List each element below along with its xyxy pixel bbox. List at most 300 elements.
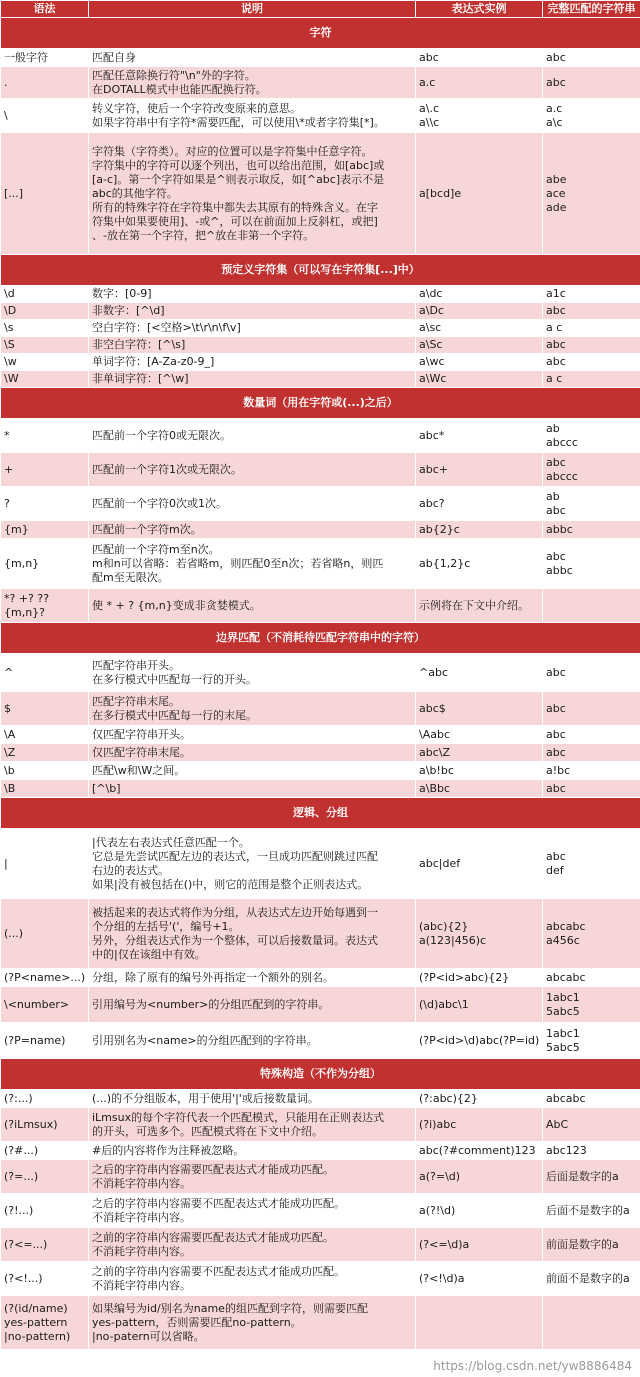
cell-line: a456c (546, 933, 580, 947)
cell-line: 1abc1 (546, 1026, 580, 1040)
cell-line: 5abc5 (546, 1040, 580, 1054)
header-full-match: 完整匹配的字符串 (543, 1, 640, 18)
cell-full-match (543, 762, 640, 780)
table-row (1, 780, 640, 798)
cell-line: abc (419, 50, 439, 64)
cell-full-match (543, 487, 640, 521)
cell-line: 匹配自身 (92, 50, 136, 64)
cell-line: abc? (419, 496, 445, 510)
cell-line: 匹配字符串开头。 (92, 658, 180, 672)
cell-description (89, 987, 416, 1023)
table-row (1, 1023, 640, 1059)
cell-line: 不消耗字符串内容。 (92, 1210, 191, 1224)
cell-line: abc (546, 304, 566, 317)
cell-line: iLmsux的每个字符代表一个匹配模式，只能用在正则表达式 (92, 1110, 385, 1124)
cell-syntax (1, 419, 89, 453)
cell-description (89, 780, 416, 798)
cell-line: [^\b] (92, 781, 121, 795)
cell-full-match (543, 1090, 640, 1108)
cell-syntax (1, 726, 89, 744)
cell-full-match (543, 539, 640, 589)
section-header (1, 18, 640, 49)
cell-syntax (1, 987, 89, 1023)
cell-example (416, 99, 543, 133)
cell-line: 不消耗字符串内容。 (92, 1278, 191, 1292)
section-title: 边界匹配（不消耗待匹配字符串中的字符） (1, 623, 640, 654)
cell-full-match (543, 286, 640, 303)
cell-description (89, 521, 416, 539)
cell-line: ^abc (419, 665, 448, 679)
cell-line: abc (546, 701, 566, 715)
table-row (1, 539, 640, 589)
cell-example (416, 1194, 543, 1228)
table-row (1, 726, 640, 744)
cell-line: abc$ (419, 701, 446, 715)
cell-line: (?<=...) (4, 1237, 48, 1251)
cell-line: 、-放在第一个字符，把^放在非第一个字符。 (92, 228, 315, 242)
table-row (1, 1228, 640, 1262)
cell-example (416, 539, 543, 589)
cell-line: |代表左右表达式任意匹配一个。 (92, 835, 250, 849)
cell-line: a c (546, 372, 563, 385)
table-row (1, 692, 640, 726)
cell-syntax (1, 899, 89, 969)
cell-line: (?#...) (4, 1143, 39, 1157)
header-description: 说明 (89, 1, 416, 18)
cell-line: 单词字符：[A-Za-z0-9_] (92, 355, 215, 368)
cell-line: [a-c]。第一个字符如果是^则表示取反，如[^abc]表示不是 (92, 172, 385, 186)
cell-line: abc (546, 50, 566, 64)
cell-example (416, 654, 543, 692)
cell-syntax (1, 539, 89, 589)
cell-syntax (1, 99, 89, 133)
cell-line: 个分组的左括号'('，编号+1。 (92, 919, 240, 933)
cell-syntax (1, 1296, 89, 1350)
cell-line: a\Sc (419, 338, 443, 351)
cell-example (416, 49, 543, 67)
cell-syntax (1, 1160, 89, 1194)
cell-example (416, 371, 543, 388)
cell-line: \ (4, 108, 8, 122)
cell-example (416, 969, 543, 987)
cell-full-match (543, 303, 640, 320)
section-header (1, 798, 640, 829)
cell-line: 之后的字符串内容需要不匹配表达式才能成功匹配。 (92, 1196, 345, 1210)
table-row (1, 1160, 640, 1194)
cell-line: 所有的特殊字符在字符集中都失去其原有的特殊含义。在字 (92, 200, 378, 214)
cell-line: ace (546, 186, 566, 200)
cell-line: . (4, 75, 8, 89)
cell-line: abbc (546, 522, 573, 536)
cell-line: 符集中如果要使用]、-或^，可以在前面加上反斜杠，或把] (92, 214, 378, 228)
cell-line: a\\c (419, 115, 440, 129)
cell-line: \Aabc (419, 727, 451, 741)
cell-line: 引用别名为<name>的分组匹配到的字符串。 (92, 1033, 318, 1047)
cell-syntax (1, 762, 89, 780)
cell-description (89, 337, 416, 354)
cell-syntax (1, 320, 89, 337)
cell-line: \B (4, 781, 16, 795)
cell-description (89, 744, 416, 762)
cell-line: abc (546, 549, 566, 563)
cell-line: 匹配前一个字符m至n次。 (92, 542, 220, 556)
cell-example (416, 780, 543, 798)
cell-example (416, 521, 543, 539)
cell-line: \<number> (4, 997, 70, 1011)
cell-line: $ (4, 701, 11, 715)
cell-line: + (4, 462, 14, 476)
cell-line: ade (546, 200, 567, 214)
cell-line: ab (546, 489, 560, 503)
cell-line: abc的其他字符。 (92, 186, 178, 200)
cell-line: 示例将在下文中介绍。 (419, 598, 529, 612)
cell-line: (abc){2} (419, 919, 469, 933)
section-title: 预定义字符集（可以写在字符集[...]中） (1, 255, 640, 286)
cell-line: {m,n}? (4, 605, 46, 619)
cell-line: a c (546, 321, 563, 334)
table-row (1, 487, 640, 521)
cell-line: AbC (546, 1117, 569, 1131)
cell-full-match (543, 1228, 640, 1262)
cell-line: 在多行模式中匹配每一行的末尾。 (92, 708, 257, 722)
cell-line: abc (546, 727, 566, 741)
cell-syntax (1, 286, 89, 303)
cell-line: a\Dc (419, 304, 444, 317)
cell-line: ab{1,2}c (419, 556, 471, 570)
section-title: 特殊构造（不作为分组） (1, 1059, 640, 1090)
cell-example (416, 987, 543, 1023)
cell-syntax (1, 1194, 89, 1228)
table-row (1, 419, 640, 453)
cell-syntax (1, 521, 89, 539)
cell-line: {m,n} (4, 556, 40, 570)
cell-syntax (1, 1228, 89, 1262)
cell-full-match (543, 899, 640, 969)
cell-line: (?i)abc (419, 1117, 457, 1131)
cell-description (89, 762, 416, 780)
cell-line: 在DOTALL模式中也能匹配换行符。 (92, 82, 267, 96)
cell-line: a\Bbc (419, 781, 451, 795)
section-title: 字符 (1, 18, 640, 49)
watermark: https://blog.csdn.net/yw8886484 (433, 1359, 632, 1373)
cell-line: (?:...) (4, 1091, 33, 1105)
cell-line: 数字：[0-9] (92, 287, 152, 300)
cell-example (416, 1228, 543, 1262)
cell-line: 匹配任意除换行符"\n"外的字符。 (92, 68, 256, 82)
cell-example (416, 1262, 543, 1296)
table-row (1, 320, 640, 337)
cell-description (89, 969, 416, 987)
cell-line: def (546, 863, 564, 877)
cell-full-match (543, 1262, 640, 1296)
cell-line: 被括起来的表达式将作为分组，从表达式左边开始每遇到一 (92, 905, 378, 919)
cell-example (416, 1296, 543, 1350)
cell-description (89, 726, 416, 744)
cell-full-match (543, 692, 640, 726)
cell-line: 前面不是数字的a (546, 1271, 630, 1285)
cell-line: 匹配前一个字符0次或1次。 (92, 496, 227, 510)
cell-line: 后面不是数字的a (546, 1203, 630, 1217)
cell-line: \Z (4, 745, 16, 759)
cell-full-match (543, 1108, 640, 1142)
cell-syntax (1, 654, 89, 692)
cell-description (89, 1108, 416, 1142)
cell-line: m和n可以省略：若省略m，则匹配0至n次；若省略n，则匹 (92, 556, 384, 570)
cell-line: (?(id/name) (4, 1301, 68, 1315)
cell-full-match (543, 1023, 640, 1059)
cell-line: 匹配字符串末尾。 (92, 694, 180, 708)
table-row (1, 1142, 640, 1160)
cell-line: | (4, 856, 8, 870)
cell-full-match (543, 453, 640, 487)
cell-example (416, 726, 543, 744)
cell-description (89, 654, 416, 692)
cell-line: (\d)abc\1 (419, 997, 469, 1011)
cell-full-match (543, 419, 640, 453)
cell-line: 匹配前一个字符m次。 (92, 522, 202, 536)
cell-line: 空白字符：[<空格>\t\r\n\f\v] (92, 321, 241, 334)
cell-full-match (543, 969, 640, 987)
cell-line: 非空白字符：[^\s] (92, 338, 186, 351)
cell-example (416, 899, 543, 969)
cell-line: 一般字符 (4, 50, 48, 64)
cell-line: (?iLmsux) (4, 1117, 58, 1131)
cell-full-match (543, 320, 640, 337)
cell-line: abc (546, 355, 566, 368)
cell-line: abe (546, 172, 567, 186)
cell-line: abc (546, 338, 566, 351)
cell-example (416, 67, 543, 99)
cell-line: abc (546, 455, 566, 469)
cell-example (416, 354, 543, 371)
section-header (1, 388, 640, 419)
cell-line: abcabc (546, 919, 586, 933)
cell-full-match (543, 1296, 640, 1350)
cell-line: 如果|没有被包括在()中，则它的范围是整个正则表达式。 (92, 877, 369, 891)
cell-line: (?P=name) (4, 1033, 66, 1047)
table-row (1, 303, 640, 320)
cell-line: abccc (546, 435, 578, 449)
cell-example (416, 589, 543, 623)
table-row (1, 453, 640, 487)
table-row (1, 969, 640, 987)
cell-line: 匹配前一个字符1次或无限次。 (92, 462, 242, 476)
table-row (1, 1090, 640, 1108)
table-row (1, 337, 640, 354)
cell-line: abc+ (419, 462, 448, 476)
table-header (1, 1, 640, 18)
cell-description (89, 371, 416, 388)
cell-line: abc|def (419, 856, 461, 870)
cell-line: \b (4, 763, 15, 777)
cell-full-match (543, 1194, 640, 1228)
cell-line: a\.c (419, 101, 439, 115)
cell-line: 的开头，可选多个。匹配模式将在下文中介绍。 (92, 1124, 323, 1138)
cell-line: (?P<id>abc){2} (419, 970, 510, 984)
cell-line: 后面是数字的a (546, 1169, 619, 1183)
cell-line: \d (4, 287, 15, 300)
cell-syntax (1, 49, 89, 67)
cell-full-match (543, 589, 640, 623)
cell-full-match (543, 1160, 640, 1194)
cell-line: 仅匹配字符串末尾。 (92, 745, 191, 759)
cell-line: a.c (419, 75, 436, 89)
cell-description (89, 453, 416, 487)
cell-description (89, 1160, 416, 1194)
cell-syntax (1, 1023, 89, 1059)
cell-full-match (543, 780, 640, 798)
table-row (1, 1108, 640, 1142)
cell-line: \w (4, 355, 17, 368)
cell-line: (?<!...) (4, 1271, 43, 1285)
cell-description (89, 1142, 416, 1160)
cell-line: abc123 (546, 1143, 587, 1157)
cell-example (416, 762, 543, 780)
cell-line: a\dc (419, 287, 443, 300)
section-title: 逻辑、分组 (1, 798, 640, 829)
cell-line: abc\Z (419, 745, 451, 759)
cell-description (89, 692, 416, 726)
cell-line: ab{2}c (419, 522, 460, 536)
table-row (1, 371, 640, 388)
cell-line: (?=...) (4, 1169, 39, 1183)
table-row (1, 762, 640, 780)
cell-example (416, 1142, 543, 1160)
cell-line: 如果字符串中有字符*需要匹配，可以使用\*或者字符集[*]。 (92, 115, 385, 129)
table-row (1, 744, 640, 762)
cell-syntax (1, 337, 89, 354)
cell-example (416, 1160, 543, 1194)
cell-line: abcabc (546, 970, 586, 984)
cell-line: 中的|仅在该组中有效。 (92, 947, 206, 961)
cell-line: 匹配\w和\W之间。 (92, 763, 186, 777)
cell-line: \A (4, 727, 16, 741)
cell-line: a(123|456)c (419, 933, 487, 947)
cell-line: 之前的字符串内容需要不匹配表达式才能成功匹配。 (92, 1264, 345, 1278)
cell-description (89, 539, 416, 589)
cell-line: abc (546, 849, 566, 863)
cell-example (416, 487, 543, 521)
cell-line: (?P<name>...) (4, 970, 86, 984)
cell-line: \S (4, 338, 15, 351)
cell-full-match (543, 99, 640, 133)
cell-line: \W (4, 372, 19, 385)
cell-syntax (1, 1090, 89, 1108)
cell-syntax (1, 1262, 89, 1296)
cell-line: abc (546, 75, 566, 89)
cell-line: |no-pattern) (4, 1329, 71, 1343)
cell-syntax (1, 829, 89, 899)
cell-full-match (543, 1142, 640, 1160)
cell-line: abcabc (546, 1091, 586, 1105)
cell-syntax (1, 1142, 89, 1160)
cell-line: a\Wc (419, 372, 447, 385)
header-syntax: 语法 (1, 1, 89, 18)
table-row (1, 654, 640, 692)
cell-example (416, 320, 543, 337)
section-header (1, 623, 640, 654)
cell-line: a(?!\d) (419, 1203, 456, 1217)
cell-example (416, 1023, 543, 1059)
cell-full-match (543, 337, 640, 354)
cell-line: abbc (546, 563, 573, 577)
cell-description (89, 286, 416, 303)
cell-example (416, 133, 543, 255)
cell-line: a[bcd]e (419, 186, 462, 200)
cell-description (89, 1228, 416, 1262)
table-row (1, 354, 640, 371)
cell-line: 非数字：[^\d] (92, 304, 165, 317)
cell-syntax (1, 780, 89, 798)
cell-example (416, 744, 543, 762)
cell-line: 另外，分组表达式作为一个整体，可以后接数量词。表达式 (92, 933, 378, 947)
cell-syntax (1, 969, 89, 987)
table-row (1, 99, 640, 133)
cell-line: 匹配前一个字符0或无限次。 (92, 428, 231, 442)
cell-description (89, 320, 416, 337)
cell-full-match (543, 67, 640, 99)
cell-line: a\b!bc (419, 763, 454, 777)
cell-description (89, 829, 416, 899)
cell-full-match (543, 354, 640, 371)
cell-line: abc (546, 781, 566, 795)
cell-line: abc(?#comment)123 (419, 1143, 536, 1157)
cell-line: a\wc (419, 355, 445, 368)
cell-line: a\c (546, 115, 563, 129)
cell-line: yes-pattern，否则需要匹配no-pattern。 (92, 1315, 302, 1329)
cell-line: yes-pattern (4, 1315, 68, 1329)
cell-full-match (543, 49, 640, 67)
cell-description (89, 133, 416, 255)
cell-syntax (1, 354, 89, 371)
cell-full-match (543, 133, 640, 255)
cell-syntax (1, 744, 89, 762)
cell-example (416, 337, 543, 354)
cell-line: 配m至无限次。 (92, 570, 169, 584)
cell-line: |no-patern可以省略。 (92, 1329, 205, 1343)
cell-line: 仅匹配字符串开头。 (92, 727, 191, 741)
cell-line: abc (546, 665, 566, 679)
table-row (1, 286, 640, 303)
cell-line: 之后的字符串内容需要匹配表达式才能成功匹配。 (92, 1162, 334, 1176)
cell-syntax (1, 692, 89, 726)
table-row (1, 521, 640, 539)
table-row (1, 1296, 640, 1350)
cell-line: 不消耗字符串内容。 (92, 1176, 191, 1190)
cell-syntax (1, 453, 89, 487)
cell-line: {m} (4, 522, 29, 536)
cell-line: [...] (4, 186, 24, 200)
cell-line: a\sc (419, 321, 442, 334)
cell-description (89, 99, 416, 133)
cell-line: a1c (546, 287, 566, 300)
cell-example (416, 303, 543, 320)
table-row (1, 589, 640, 623)
cell-line: #后的内容将作为注释被忽略。 (92, 1143, 245, 1157)
cell-line: 1abc1 (546, 990, 580, 1004)
table-row (1, 1194, 640, 1228)
cell-line: 分组，除了原有的编号外再指定一个额外的别名。 (92, 970, 334, 984)
cell-full-match (543, 654, 640, 692)
section-header (1, 255, 640, 286)
cell-syntax (1, 67, 89, 99)
cell-line: a(?=\d) (419, 1169, 461, 1183)
cell-line: (?:abc){2} (419, 1091, 478, 1105)
cell-line: 在多行模式中匹配每一行的开头。 (92, 672, 257, 686)
cell-line: 转义字符，使后一个字符改变原来的意思。 (92, 101, 301, 115)
cell-line: *? +? ?? (4, 591, 50, 605)
cell-full-match (543, 987, 640, 1023)
